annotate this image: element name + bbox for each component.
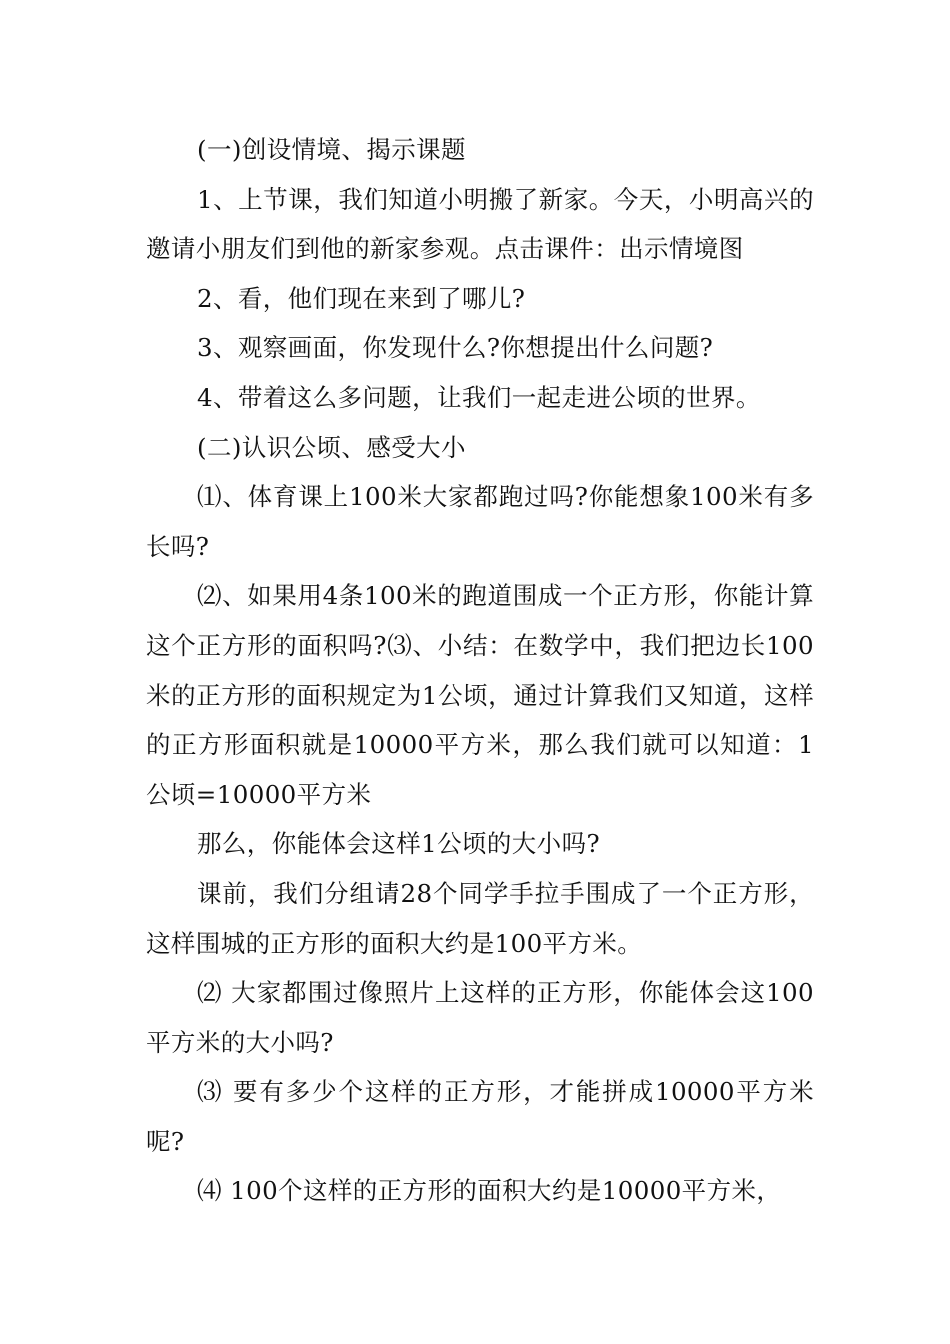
- section-heading-2: (二)认识公顷、感受大小: [197, 432, 466, 462]
- paragraph: ⑵、如果用4条100米的跑道围成一个正方形，你能计算这个正方形的面积吗?⑶、小结：在数学中，我们把边长100米的正方形的面积规定为1公顷，通过计算我们又知道，这样的正方形面积就是10000平方米，那么我们就可以知道：1公顷=10000平方米: [146, 581, 814, 809]
- paragraph: ⑶ 要有多少个这样的正方形，才能拼成10000平方米呢?: [146, 1077, 814, 1156]
- document-body: [146, 125, 814, 1216]
- paragraph: 4、带着这么多问题，让我们一起走进公顷的世界。: [197, 382, 761, 412]
- paragraph: 那么，你能体会这样1公顷的大小吗?: [197, 829, 601, 859]
- paragraph: 3、观察画面，你发现什么?你想提出什么问题?: [197, 333, 714, 363]
- paragraph: ⑴、体育课上100米大家都跑过吗?你能想象100米有多长吗?: [146, 482, 814, 561]
- section-heading-1: (一)创设情境、揭示课题: [197, 135, 466, 164]
- paragraph: ⑵ 大家都围过像照片上这样的正方形，你能体会这100平方米的大小吗?: [146, 978, 814, 1057]
- paragraph: ⑷ 100个这样的正方形的面积大约是10000平方米，: [197, 1176, 782, 1206]
- paragraph: 1、上节课，我们知道小明搬了新家。今天，小明高兴的邀请小朋友们到他的新家参观。点击课件：出示情境图: [146, 184, 814, 264]
- paragraph: 课前，我们分组请28个同学手拉手围成了一个正方形，这样围城的正方形的面积大约是100平方米。: [146, 878, 814, 958]
- paragraph: 2、看，他们现在来到了哪儿?: [197, 283, 526, 313]
